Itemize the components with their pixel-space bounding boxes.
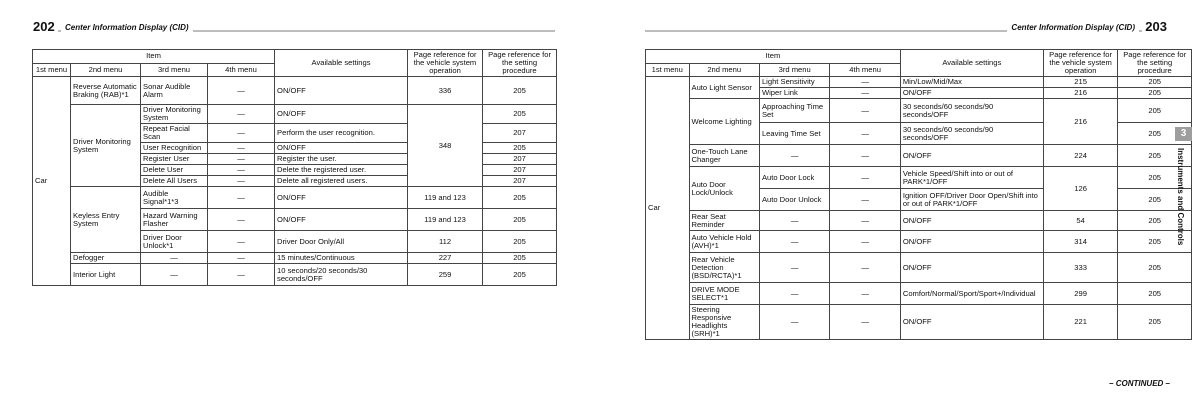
settings-cell: ON/OFF bbox=[900, 231, 1043, 253]
menu3-cell: Driver Door Unlock*1 bbox=[141, 231, 208, 253]
settings-cell: 30 seconds/60 seconds/90 seconds/OFF bbox=[900, 99, 1043, 123]
menu3-cell: User Recognition bbox=[141, 143, 208, 154]
ref-proc-cell: 207 bbox=[483, 165, 557, 176]
menu3-cell: Hazard Warning Flasher bbox=[141, 209, 208, 231]
table-row bbox=[33, 264, 557, 286]
ref-proc-cell: 205 bbox=[1118, 189, 1192, 211]
settings-header: Available settings bbox=[900, 50, 1043, 77]
settings-cell: 15 minutes/Continuous bbox=[275, 253, 408, 264]
settings-cell: 30 seconds/60 seconds/90 seconds/OFF bbox=[900, 123, 1043, 145]
settings-cell: ON/OFF bbox=[900, 253, 1043, 283]
menu3-cell: — bbox=[759, 305, 829, 340]
table-row bbox=[33, 253, 557, 264]
menu2-cell: Driver Monitoring System bbox=[71, 105, 141, 187]
settings-cell: ON/OFF bbox=[900, 211, 1043, 231]
ref-op-cell: 224 bbox=[1043, 145, 1118, 167]
menu4-cell: — bbox=[830, 283, 900, 305]
settings-cell: 10 seconds/20 seconds/30 seconds/OFF bbox=[275, 264, 408, 286]
ref-procedure-header: Page reference for the setting procedure bbox=[1118, 50, 1192, 77]
menu3-cell: — bbox=[759, 253, 829, 283]
table-row bbox=[33, 187, 557, 209]
settings-table bbox=[32, 49, 557, 286]
menu2-cell: DRIVE MODE SELECT*1 bbox=[689, 283, 759, 305]
menu4-cell: — bbox=[830, 211, 900, 231]
menu2-header: 2nd menu bbox=[689, 63, 759, 77]
menu4-cell: — bbox=[830, 123, 900, 145]
menu2-cell: Welcome Lighting bbox=[689, 99, 759, 145]
menu3-cell: — bbox=[759, 231, 829, 253]
settings-cell: ON/OFF bbox=[900, 145, 1043, 167]
menu2-header: 2nd menu bbox=[71, 63, 141, 77]
menu2-cell: Auto Light Sensor bbox=[689, 77, 759, 99]
ref-op-cell: 227 bbox=[408, 253, 483, 264]
ref-proc-cell: 205 bbox=[1118, 305, 1192, 340]
ref-proc-cell: 205 bbox=[483, 187, 557, 209]
ref-proc-cell: 205 bbox=[483, 253, 557, 264]
ref-proc-cell: 205 bbox=[1118, 253, 1192, 283]
ref-op-cell: 126 bbox=[1043, 167, 1118, 211]
menu3-cell: Delete All Users bbox=[141, 176, 208, 187]
settings-cell: ON/OFF bbox=[275, 143, 408, 154]
menu2-cell: Keyless Entry System bbox=[71, 187, 141, 253]
ref-proc-cell: 205 bbox=[1118, 231, 1192, 253]
menu4-cell: — bbox=[208, 165, 275, 176]
ref-proc-cell: 205 bbox=[1118, 167, 1192, 189]
menu4-cell: — bbox=[208, 77, 275, 105]
ref-op-cell: 119 and 123 bbox=[408, 187, 483, 209]
ref-proc-cell: 205 bbox=[1118, 283, 1192, 305]
menu3-cell: Driver Monitoring System bbox=[141, 105, 208, 124]
ref-operation-header: Page reference for the vehicle system operation bbox=[1043, 50, 1118, 77]
menu4-cell: — bbox=[830, 231, 900, 253]
ref-op-cell: 216 bbox=[1043, 88, 1118, 99]
section-title: Center Information Display (CID) bbox=[61, 22, 193, 34]
menu3-cell: Audible Signal*1*3 bbox=[141, 187, 208, 209]
settings-cell: Min/Low/Mid/Max bbox=[900, 77, 1043, 88]
menu4-cell: — bbox=[208, 176, 275, 187]
menu3-cell: Sonar Audible Alarm bbox=[141, 77, 208, 105]
menu1-cell: Car bbox=[33, 77, 71, 286]
menu4-cell: — bbox=[830, 167, 900, 189]
menu3-cell: Leaving Time Set bbox=[759, 123, 829, 145]
section-title: Center Information Display (CID) bbox=[1007, 22, 1139, 34]
settings-cell: ON/OFF bbox=[900, 88, 1043, 99]
ref-proc-cell: 205 bbox=[483, 231, 557, 253]
menu2-cell: One-Touch Lane Changer bbox=[689, 145, 759, 167]
menu4-cell: — bbox=[208, 105, 275, 124]
ref-op-cell: 54 bbox=[1043, 211, 1118, 231]
menu3-cell: — bbox=[759, 283, 829, 305]
menu2-cell: Interior Light bbox=[71, 264, 141, 286]
menu4-cell: — bbox=[208, 124, 275, 143]
table-row bbox=[646, 211, 1192, 231]
menu4-cell: — bbox=[830, 77, 900, 88]
settings-cell: Comfort/Normal/Sport/Sport+/Individual bbox=[900, 283, 1043, 305]
settings-cell: ON/OFF bbox=[900, 305, 1043, 340]
ref-proc-cell: 205 bbox=[483, 209, 557, 231]
menu4-cell: — bbox=[830, 145, 900, 167]
ref-proc-cell: 207 bbox=[483, 176, 557, 187]
ref-proc-cell: 205 bbox=[1118, 211, 1192, 231]
menu3-cell: Auto Door Lock bbox=[759, 167, 829, 189]
menu3-cell: Repeat Facial Scan bbox=[141, 124, 208, 143]
ref-proc-cell: 205 bbox=[483, 143, 557, 154]
ref-proc-cell: 205 bbox=[483, 105, 557, 124]
settings-cell: Vehicle Speed/Shift into or out of PARK*1/OFF bbox=[900, 167, 1043, 189]
table-row bbox=[646, 231, 1192, 253]
right-page bbox=[640, 0, 1200, 402]
menu3-header: 3rd menu bbox=[141, 63, 208, 77]
menu2-cell: Rear Vehicle Detection (BSD/RCTA)*1 bbox=[689, 253, 759, 283]
menu4-cell: — bbox=[208, 264, 275, 286]
table-row bbox=[646, 145, 1192, 167]
table-row bbox=[646, 305, 1192, 340]
menu1-cell: Car bbox=[646, 77, 690, 340]
ref-op-cell: 119 and 123 bbox=[408, 209, 483, 231]
table-row bbox=[646, 283, 1192, 305]
settings-cell: ON/OFF bbox=[275, 105, 408, 124]
ref-op-cell: 221 bbox=[1043, 305, 1118, 340]
ref-proc-cell: 205 bbox=[483, 77, 557, 105]
menu2-cell: Defogger bbox=[71, 253, 141, 264]
continued-label: – CONTINUED – bbox=[1109, 379, 1170, 388]
menu4-header: 4th menu bbox=[830, 63, 900, 77]
ref-proc-cell: 205 bbox=[483, 264, 557, 286]
ref-op-cell: 215 bbox=[1043, 77, 1118, 88]
item-header: Item bbox=[33, 50, 275, 64]
menu3-cell: — bbox=[141, 264, 208, 286]
ref-op-cell: 336 bbox=[408, 77, 483, 105]
ref-op-cell: 259 bbox=[408, 264, 483, 286]
menu4-cell: — bbox=[208, 187, 275, 209]
table-row bbox=[646, 253, 1192, 283]
ref-operation-header: Page reference for the vehicle system operation bbox=[408, 50, 483, 77]
table-row bbox=[646, 167, 1192, 189]
settings-header: Available settings bbox=[275, 50, 408, 77]
ref-procedure-header: Page reference for the setting procedure bbox=[483, 50, 557, 77]
chapter-tab: 3 bbox=[1175, 127, 1192, 141]
ref-op-cell: 348 bbox=[408, 105, 483, 187]
settings-cell: ON/OFF bbox=[275, 209, 408, 231]
settings-table bbox=[645, 49, 1192, 340]
menu2-cell: Auto Vehicle Hold (AVH)*1 bbox=[689, 231, 759, 253]
table-header-row bbox=[646, 50, 1192, 64]
menu3-cell: Wiper Link bbox=[759, 88, 829, 99]
menu1-header: 1st menu bbox=[33, 63, 71, 77]
ref-proc-cell: 205 bbox=[1118, 145, 1192, 167]
page-number: 203 bbox=[1142, 19, 1170, 35]
menu2-cell: Rear Seat Reminder bbox=[689, 211, 759, 231]
menu4-cell: — bbox=[208, 253, 275, 264]
page-header bbox=[33, 19, 555, 36]
menu4-cell: — bbox=[208, 209, 275, 231]
table-row bbox=[33, 105, 557, 124]
menu2-cell: Auto Door Lock/Unlock bbox=[689, 167, 759, 211]
ref-proc-cell: 207 bbox=[483, 124, 557, 143]
menu4-cell: — bbox=[830, 189, 900, 211]
menu1-header: 1st menu bbox=[646, 63, 690, 77]
menu4-cell: — bbox=[830, 88, 900, 99]
menu2-cell: Reverse Automatic Braking (RAB)*1 bbox=[71, 77, 141, 105]
menu3-cell: — bbox=[759, 145, 829, 167]
table-row bbox=[33, 77, 557, 105]
menu4-cell: — bbox=[830, 305, 900, 340]
menu4-cell: — bbox=[208, 154, 275, 165]
menu2-cell: Steering Responsive Headlights (SRH)*1 bbox=[689, 305, 759, 340]
settings-cell: Driver Door Only/All bbox=[275, 231, 408, 253]
settings-cell: Register the user. bbox=[275, 154, 408, 165]
ref-op-cell: 112 bbox=[408, 231, 483, 253]
menu3-cell: Register User bbox=[141, 154, 208, 165]
menu3-cell: Approaching Time Set bbox=[759, 99, 829, 123]
menu3-cell: Light Sensitivity bbox=[759, 77, 829, 88]
item-header: Item bbox=[646, 50, 901, 64]
menu4-cell: — bbox=[208, 231, 275, 253]
menu3-header: 3rd menu bbox=[759, 63, 829, 77]
menu4-header: 4th menu bbox=[208, 63, 275, 77]
menu3-cell: Delete User bbox=[141, 165, 208, 176]
menu4-cell: — bbox=[830, 253, 900, 283]
table-row bbox=[646, 77, 1192, 88]
page-header bbox=[645, 19, 1167, 36]
menu3-cell: — bbox=[141, 253, 208, 264]
ref-op-cell: 333 bbox=[1043, 253, 1118, 283]
menu3-cell: Auto Door Unlock bbox=[759, 189, 829, 211]
ref-proc-cell: 205 bbox=[1118, 99, 1192, 123]
menu3-cell: — bbox=[759, 211, 829, 231]
ref-proc-cell: 205 bbox=[1118, 123, 1192, 145]
settings-cell: ON/OFF bbox=[275, 187, 408, 209]
ref-proc-cell: 207 bbox=[483, 154, 557, 165]
ref-proc-cell: 205 bbox=[1118, 88, 1192, 99]
left-page bbox=[0, 0, 560, 402]
settings-cell: ON/OFF bbox=[275, 77, 408, 105]
settings-cell: Delete the registered user. bbox=[275, 165, 408, 176]
menu4-cell: — bbox=[208, 143, 275, 154]
settings-cell: Delete all registered users. bbox=[275, 176, 408, 187]
ref-proc-cell: 205 bbox=[1118, 77, 1192, 88]
settings-cell: Ignition OFF/Driver Door Open/Shift into or out of PARK*1/OFF bbox=[900, 189, 1043, 211]
ref-op-cell: 216 bbox=[1043, 99, 1118, 145]
chapter-title: Instruments and Controls bbox=[1176, 148, 1185, 246]
menu4-cell: — bbox=[830, 99, 900, 123]
table-header-row bbox=[33, 50, 557, 64]
ref-op-cell: 314 bbox=[1043, 231, 1118, 253]
ref-op-cell: 299 bbox=[1043, 283, 1118, 305]
table-row bbox=[646, 99, 1192, 123]
page-number: 202 bbox=[30, 19, 58, 35]
settings-cell: Perform the user recognition. bbox=[275, 124, 408, 143]
